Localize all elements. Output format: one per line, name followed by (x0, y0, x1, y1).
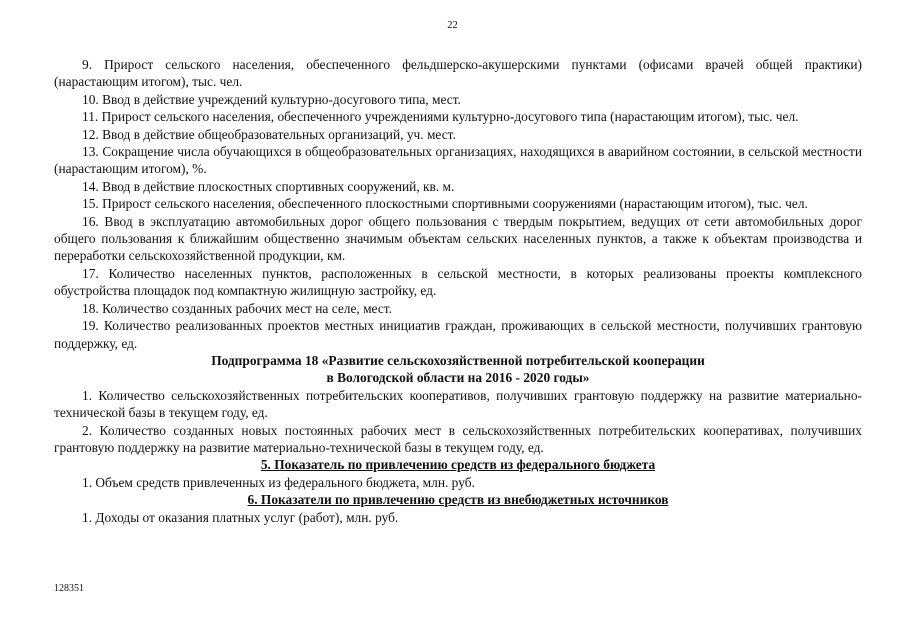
list-item: 12. Ввод в действие общеобразовательных организаций, уч. мест. (82, 126, 456, 142)
subprogram-heading-line-2: в Вологодской области на 2016 - 2020 годы» (326, 370, 590, 386)
list-item: 1. Объем средств привлеченных из федерального бюджета, млн. руб. (82, 474, 475, 490)
list-item: 1. Количество сельскохозяйственных потребительских кооперативов, получивших грантовую поддержку на развитие материально-технической базы в текущем году, ед. (54, 387, 862, 421)
list-item: 19. Количество реализованных проектов местных инициатив граждан, проживающих в сельской местности, получивших грантовую поддержку, ед. (54, 318, 862, 351)
section-6-heading: 6. Показатели по привлечению средств из внебюджетных источников (247, 492, 669, 508)
list-item: 14. Ввод в действие плоскостных спортивных сооружений, кв. м. (82, 178, 455, 194)
list-item: 17. Количество населенных пунктов, расположенных в сельской местности, в которых реализованы проекты комплексного обустройства площадок под компактную жилищную застройку, ед. (54, 265, 862, 299)
document-body (54, 56, 862, 526)
subprogram-heading-line-1: Подпрограмма 18 «Развитие сельскохозяйственной потребительской кооперации (211, 352, 705, 368)
section-5-heading: 5. Показатель по привлечению средств из федерального бюджета (260, 457, 656, 473)
list-item: 2. Количество созданных новых постоянных рабочих мест в сельскохозяйственных потребительских кооперативах, получивших грантовую поддержку на развитие материально-технической базы в текущем году, ед. (54, 422, 862, 455)
list-item: 15. Прирост сельского населения, обеспеченного плоскостными спортивными сооружениями (нарастающим итогом), тыс. чел. (82, 196, 808, 212)
list-item: 13. Сокращение числа обучающихся в общеобразовательных организациях, находящихся в аварийном состоянии, в сельской местности (нарастающим итогом), %. (54, 144, 862, 177)
list-item: 18. Количество созданных рабочих мест на селе, мест. (82, 300, 392, 316)
list-item: 1. Доходы от оказания платных услуг (работ), млн. руб. (82, 509, 399, 525)
list-item: 9. Прирост сельского населения, обеспеченного фельдшерско-акушерскими пунктами (офисами врачей общей практики) (нарастающим итогом), тыс. чел. (54, 57, 862, 90)
list-item: 11. Прирост сельского населения, обеспеченного учреждениями культурно-досугового типа (нарастающим итогом), тыс. чел. (82, 109, 799, 125)
list-item: 16. Ввод в эксплуатацию автомобильных дорог общего пользования с твердым покрытием, ведущих от сети автомобильных дорог общего пользования к ближайшим общественно значимым объектам сельских населенных пунктов, а также к объектам производства и переработки сельскохозяйственной продукции, км. (54, 213, 862, 264)
list-item: 10. Ввод в действие учреждений культурно-досугового типа, мест. (82, 91, 461, 107)
page-number: 22 (447, 20, 458, 31)
document-code: 128351 (54, 583, 84, 594)
